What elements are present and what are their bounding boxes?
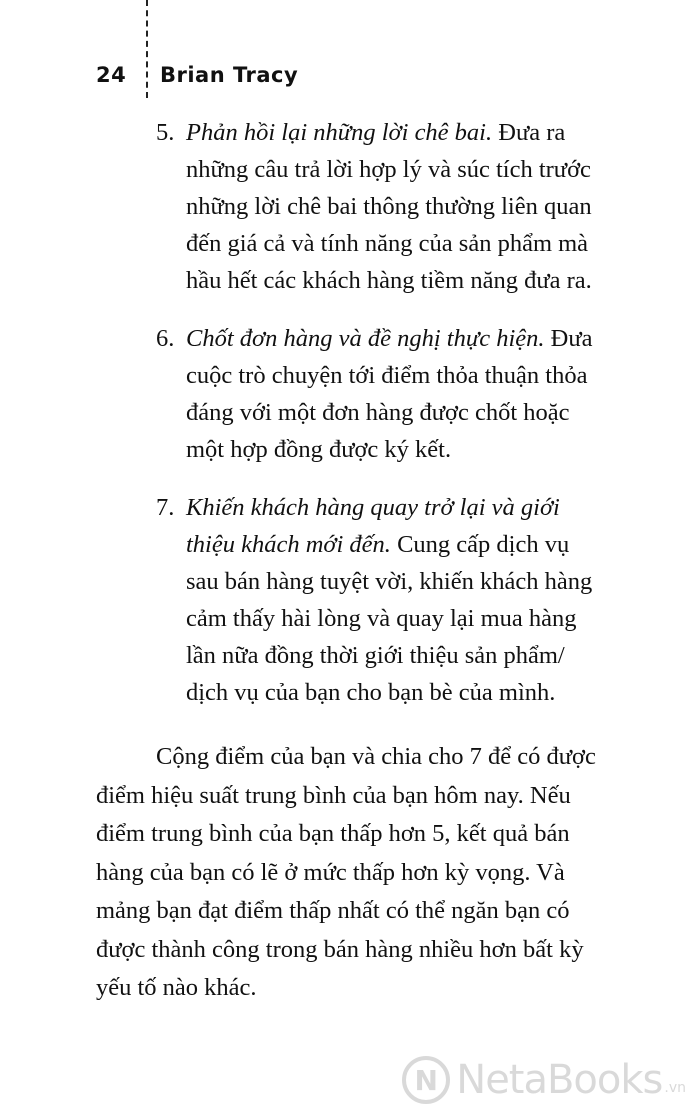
list-item-6 bbox=[0, 320, 700, 468]
watermark-tld: .vn bbox=[664, 1080, 686, 1096]
list-item-text: Đưa ra những câu trả lời hợp lý và súc tích trước những lời chê bai thông thường liên quan đến giá cả và tính năng của sản phẩm mà hầu hết các khách hàng tiềm năng đưa ra. bbox=[186, 119, 592, 294]
body-paragraph: Cộng điểm của bạn và chia cho 7 để có được điểm hiệu suất trung bình của bạn hôm nay. Nếu điểm trung bình của bạn thấp hơn 5, kết quả bán hàng của bạn có lẽ ở mức thấp hơn kỳ vọng. Và mảng bạn đạt điểm thấp nhất có thể ngăn bạn có được thành công trong bán hàng nhiều hơn bất kỳ yếu tố nào khác. bbox=[96, 743, 596, 1001]
running-header bbox=[96, 58, 298, 92]
list-item-number: 5. bbox=[156, 119, 175, 146]
list-item-lead: Chốt đơn hàng và đề nghị thực hiện. bbox=[186, 325, 545, 352]
netabooks-logo-icon: N bbox=[402, 1056, 450, 1104]
list-item-lead: Phản hồi lại những lời chê bai. bbox=[186, 119, 493, 146]
list-item-5 bbox=[0, 114, 700, 299]
list-item-lead: Khiến khách hàng quay trở lại và giới thiệu khách mới đến. bbox=[186, 494, 560, 558]
list-item-text: Cung cấp dịch vụ sau bán hàng tuyệt vời, khiến khách hàng cảm thấy hài lòng và quay lại mua hàng lần nữa đồng thời giới thiệu sản phẩm/ dịch vụ của bạn cho bạn bè của mình. bbox=[186, 531, 593, 706]
publisher-watermark bbox=[402, 1056, 686, 1104]
list-item-7 bbox=[0, 489, 700, 711]
author-name: Brian Tracy bbox=[160, 63, 299, 87]
numbered-list bbox=[0, 114, 700, 732]
list-item-text: Đưa cuộc trò chuyện tới điểm thỏa thuận thỏa đáng với một đơn hàng được chốt hoặc một hợp đồng được ký kết. bbox=[186, 325, 593, 463]
watermark-brand: NetaBooks bbox=[456, 1057, 663, 1103]
list-item-number: 6. bbox=[156, 325, 175, 352]
list-item-number: 7. bbox=[156, 494, 175, 521]
page-number: 24 bbox=[96, 63, 127, 87]
